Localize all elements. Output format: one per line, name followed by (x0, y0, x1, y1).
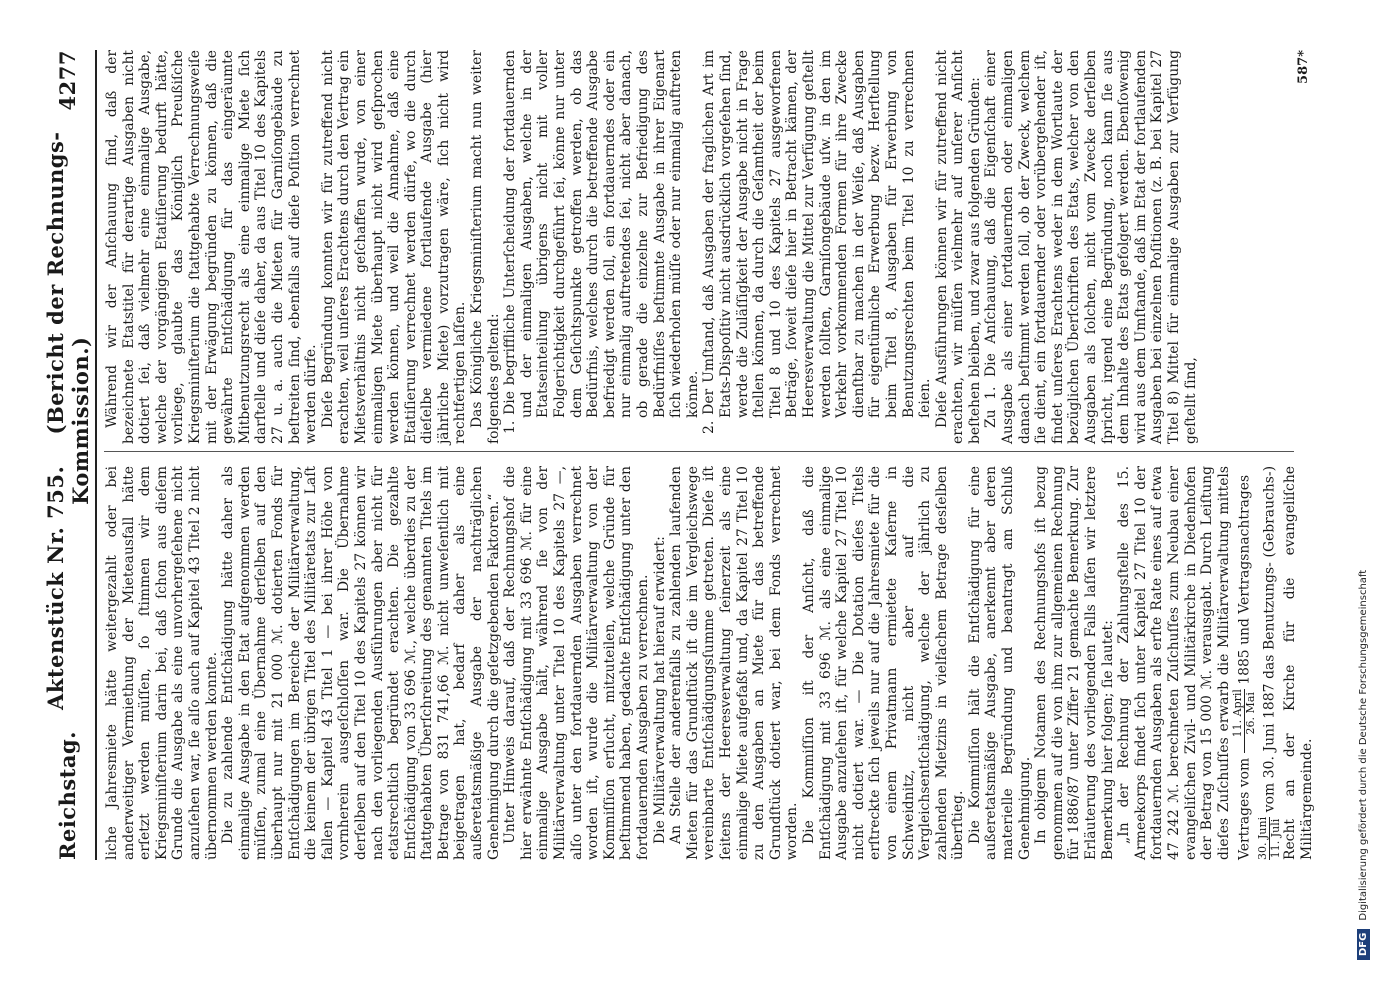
date-fraction-bottom: 26. Mai (1244, 692, 1258, 735)
quote-text: „In der Rechnung der Zahlungsſtelle des 15. Armeekorps findet ſich unter Kapitel 27 Titel 10 der fortdauernden Ausgaben als erſte Rate eines auf etwa 47 242 ℳ. berechneten Zuſchuſſes zum Neubau einer evangeliſchen Zivil- und Militärkirche in Diedenhofen der Betrag von 15 000 ℳ. verausgabt. Durch Leiſtung dieſes Zuſchuſſes erwarb die Militärverwaltung mittels Vertrages vom (1116, 466, 1253, 860)
header-document-title (43, 110, 93, 731)
header-commission-report: (Bericht der Rechnungs-Kommission.) (42, 131, 93, 505)
date-fraction (1232, 689, 1257, 753)
paragraph: Die Militärverwaltung hat hierauf erwidert: (651, 536, 668, 844)
paragraph: Die Kommiſſion iſt der Anſicht, daß die Entſchädigung mit 33 696 ℳ. als eine einmalige Ausgabe anzuſehen iſt, für welche Kapitel 27 Titel 10 nicht dotiert war. — Die Dotation dieſes Titels erſtreckte ſich jeweils nur auf die Jahresmiete für die von einem Privatmann ermietete Kaſerne in Schweidnitz, nicht aber auf die Vergleichsentſchädigung, welche der jährlich zu zahlenden Mietzins in vielfachem Betrage desſelben überſtieg. (800, 466, 967, 860)
header-document-number: Aktenstück Nr. 755. (42, 465, 68, 710)
dfg-credit-text: Digitalisierung gefördert durch die Deutsche Forschungsgemeinschaft (1357, 569, 1369, 921)
paragraph: Das Königliche Kriegsminiſterium macht nun weiter folgendes geltend: (469, 50, 502, 444)
dfg-logo: DFG (1357, 929, 1370, 960)
paragraph-quote (1116, 466, 1257, 860)
paragraph: liche Jahresmiete hätte weitergezahlt oder bei anderweitiger Vermiethung der Mieteausfall hätte erſetzt werden müſſen, ſo ſtimmen wir dem Kriegsminiſterium darin bei, daß ſchon aus dieſem Grunde die Ausgabe als eine unvorhergeſehene nicht anzuſehen war, ſie alſo auch auf Kapitel 43 Titel 2 nicht übernommen werden konnte. (104, 466, 220, 860)
digitization-credit (1352, 40, 1374, 960)
paragraph-text: vom 30. Juni 1887 das Benutzungs- (Gebrauchs-) Recht an der Kirche für die evangeliſche Militärgemeinde. (1261, 466, 1315, 860)
paragraph: Zu 1. Die Anſchauung, daß die Eigenſchaft einer Ausgabe als einer fortdauernden oder einmaligen danach beſtimmt werden ſoll, ob der Zweck, welchem ſie dient, ein fortdauernder oder vorübergehender iſt, findet unſeres Erachtens weder in dem Wortlaute der bezüglichen Überſchriften des Etats, welcher von den Ausgaben als ſolchen, nicht vom Zwecke derſelben ſpricht, irgend eine Begründung, noch kann ſie aus dem Inhalte des Etats gefolgert werden. Ebenſowenig wird aus dem Umſtande, daß im Etat der fortlaufenden Ausgaben bei einzelnen Poſitionen (z. B. bei Kapitel 27 Titel 8) Mittel für einmalige Ausgaben zur Verfügung geſtellt ſind, (983, 50, 1199, 444)
header-parliament: Reichstag. (55, 731, 80, 860)
paragraph: Die Kommiſſion hält die Entſchädigung für eine außeretatsmäßige Ausgabe, anerkennt aber deren materielle Begründung und beantragt am Schluß Genehmigung. (966, 466, 1033, 860)
paragraph: In obigem Notamen des Rechnungshofs iſt bezug genommen auf die von ihm zur allgemeinen Rechnung für 1886/87 unter Ziffer 21 gemachte Bemerkung. Zur Erläuterung des vorliegenden Falls laſſen wir letztere Bemerkung hier folgen; ſie lautet: (1033, 466, 1116, 860)
date-fraction-top: 30. Juni (1256, 816, 1270, 860)
paragraph: Unter Hinweis darauf, daß der Rechnungshof die hier erwähnte Entſchädigung mit 33 696 ℳ. für eine einmalige Ausgabe hält, während ſie von der Militärverwaltung unter Titel 10 des Kapitels 27 —, alſo unter den fortdauernden Ausgaben verrechnet worden iſt, wurde die Militärverwaltung von der Kommiſſion erſucht, mitzuteilen, welche Gründe für beſtimmend haben, gedachte Entſchädigung unter den fortdauernden Ausgaben zu verrechnen. (502, 466, 651, 860)
paragraph: Während wir der Anſchauung ſind, daß der bezeichnete Etatstitel für derartige Ausgaben nicht dotiert ſei, daß vielmehr eine einmalige Ausgabe, welche der vorgängigen Etatiſierung bedurft hätte, vorliege, glaubte das Königlich Preußiſche Kriegsminiſterium die ſtattgehabte Verrechnungsweiſe mit der Erwägung begründen zu können, daß die gewährte Entſchädigung für das eingeräumte Mitbenutzungsrecht als eine einmalige Miete ſich darſtelle und dieſe daher, da aus Titel 10 des Kapitels 27 u. a. auch die Mieten für Garniſongebäude zu beſtreiten ſind, ebenfalls auf dieſe Poſition verrechnet werden dürfe. (104, 50, 320, 444)
paragraph: Dieſe Begründung konnten wir für zutreffend nicht erachten, weil unſeres Erachtens durch den Vertrag ein Mietsverhältnis nicht geſchaffen wurde, von einer einmaligen Miete überhaupt nicht wird geſprochen werden können, und weil die Annahme, daß eine Etatiſierung verrechnet werden dürfe, wo die durch dieſelbe vermiedene fortlaufende Ausgabe (hier jährliche Miete) vorzutragen wäre, ſich nicht wird rechtfertigen laſſen. (319, 50, 469, 444)
date-fraction-bottom: 11. Juli (1269, 818, 1283, 859)
date-fraction-top: 11. April (1232, 689, 1245, 753)
list-item: 2. Der Umſtand, daß Ausgaben der fraglichen Art im Etats-Dispoſitiv nicht ausdrücklich vorgeſehen ſind, werde die Zuläſſigkeit der Ausgabe nicht in Frage ſtellen können, da durch die Geſamtheit der beim Titel 8 und 10 des Kapitels 27 ausgeworfenen Beträge, ſoweit dieſe hier in Betracht kämen, der Heeresverwaltung die Mittel zur Verfügung geſtellt werden ſollten, Garniſongebäude uſw. in den im Verkehr vorkommenden Formen für ihre Zwecke dienſtbar zu machen in der Weiſe, daß Ausgaben für eigentümliche Erwerbung bezw. Herſtellung beim Titel 8, Ausgaben für Erwerbung von Benutzungsrechten beim Titel 10 zu verrechnen ſeien. (701, 50, 934, 434)
page-header (40, 50, 95, 860)
signature-mark: 587* (1296, 50, 1311, 84)
paragraph: An Stelle der anderenfalls zu zahlenden laufenden Mieten für das Grundſtück iſt die im Vergleichswege vereinbarte Entſchädigungsſumme getreten. Dieſe iſt ſeitens der Heeresverwaltung ſeinerzeit als eine einmalige Miete aufgefaßt und, da Kapitel 27 Titel 10 zu den Ausgaben an Miete für das betreffende Grundſtück dotiert war, bei dem Fonds verrechnet worden. (668, 466, 801, 860)
right-column (104, 50, 1199, 444)
column-divider (104, 451, 1294, 452)
paragraph: Die zu zahlende Entſchädigung hätte daher als einmalige Ausgabe in den Etat aufgenommen werden müſſen, zumal eine Übernahme derſelben auf den überhaupt nur mit 21 000 ℳ. dotierten Fonds für Entſchädigungen im Bereiche der Militärverwaltung, die keinem der übrigen Titel des Militäretats zur Laſt fallen — Kapitel 43 Titel 1 — bei ihrer Höhe von vornherein ausgeſchloſſen war. Die Übernahme derſelben auf den Titel 10 des Kapitels 27 können wir nach den vorliegenden Ausführungen aber nicht für etatsrechtlich begründet erachten. Die gezahlte Entſchädigung von 33 696 ℳ., welche überdies zu der ſtattgehabten Überſchreitung des genannten Titels im Betrage von 831 741,66 ℳ. nicht unweſentlich mit beigetragen hat, bedarf daher als eine außeretatsmäßige Ausgabe der nachträglichen Genehmigung durch die geſetzgebenden Faktoren.“ (220, 466, 502, 860)
paragraph: Dieſe Ausführungen können wir für zutreffend nicht erachten, wir müſſen vielmehr auf unſerer Anſicht beſtehen bleiben, und zwar aus folgenden Gründen: (933, 50, 983, 444)
list-item: 1. Die begriffliche Unterſcheidung der fortdauernden und der einmaligen Ausgaben, welche in der Etatseinteilung übrigens nicht mit voller Folgerichtigkeit durchgeführt ſei, könne nur unter dem Geſichtspunkte getroffen werden, ob das Bedürfnis, welches durch die betreffende Ausgabe befriedigt werden ſoll, ein fortdauerndes oder ein nur einmalig auftretendes ſei, nicht aber danach, ob gerade die einzelne zur Befriedigung des Bedürfniſſes beſtimmte Ausgabe in ihrer Eigenart ſich wiederholen müſſe oder nur einmalig auftreten könne. (502, 50, 701, 434)
paragraph (1257, 466, 1315, 860)
date-fraction (1257, 817, 1282, 860)
page-number: 4277 (55, 50, 80, 111)
header-rule (95, 50, 97, 860)
left-column (104, 466, 1316, 860)
date-year: 1885 und Vertragsnachtrages (1236, 474, 1253, 685)
